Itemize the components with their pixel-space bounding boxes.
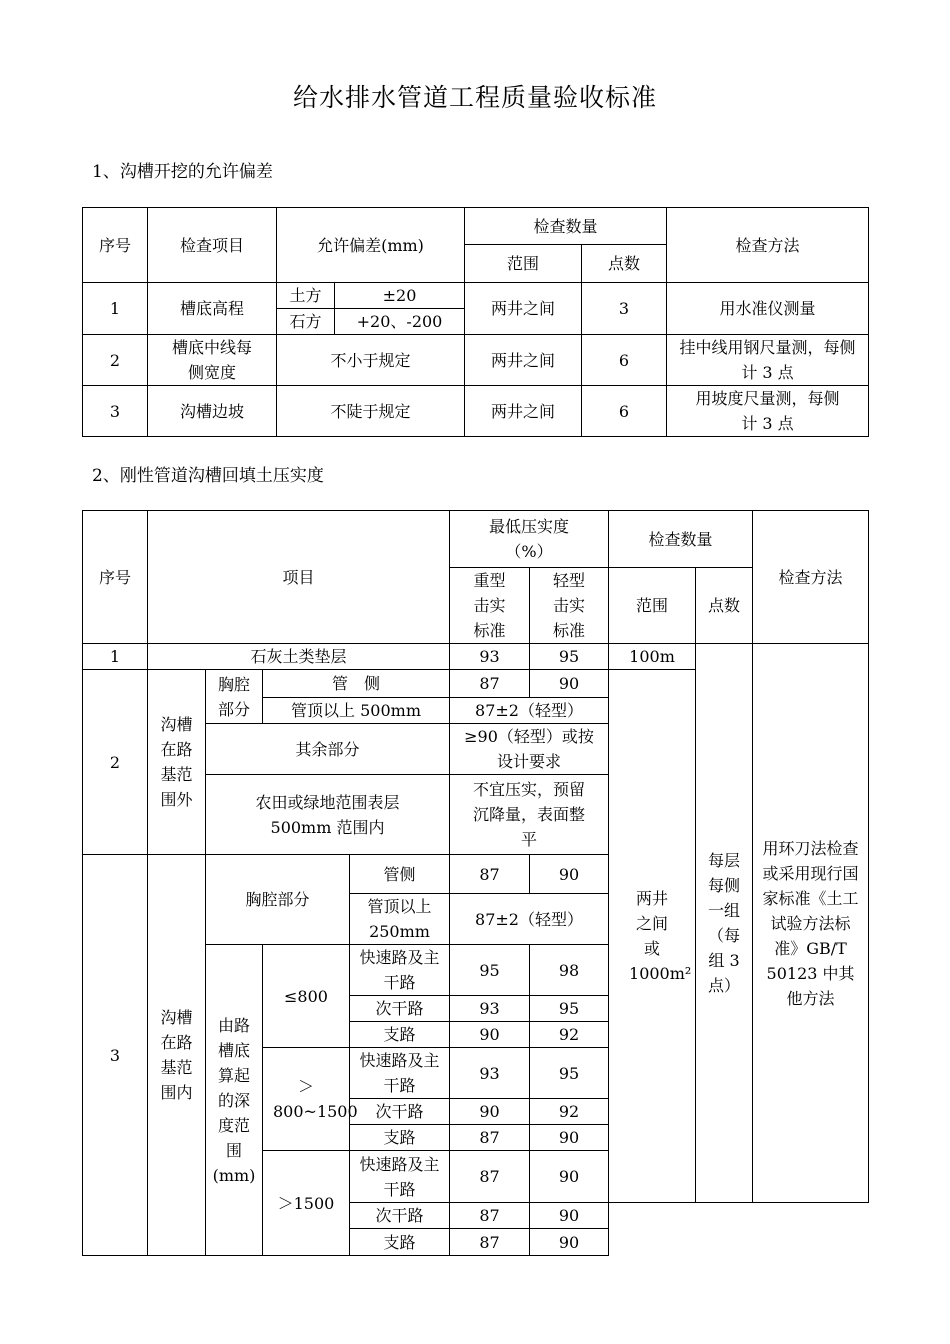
cell-chest: 胸腔部分 xyxy=(206,855,350,945)
cell-heavy: 87 xyxy=(450,1203,530,1229)
cell-deviation: 不小于规定 xyxy=(277,335,465,386)
trench-excavation-table xyxy=(82,207,869,437)
backfill-compaction-table xyxy=(82,510,869,1256)
cell-heavy: 93 xyxy=(450,1048,530,1099)
cell-range-merged: 两井之间或1000m² xyxy=(609,670,696,1203)
header-light: 轻型击实标准 xyxy=(530,568,609,644)
cell-value: 87±2（轻型） xyxy=(450,894,609,945)
cell-group: 沟槽在路基范围外 xyxy=(148,670,206,855)
cell-subitem: 管顶以上250mm xyxy=(350,894,450,945)
cell-item: 槽底高程 xyxy=(148,283,277,335)
cell-deviation: 不陡于规定 xyxy=(277,386,465,437)
cell-chest: 胸腔部分 xyxy=(206,670,263,724)
cell-method: 挂中线用钢尺量测，每侧计 3 点 xyxy=(667,335,869,386)
cell-range: 两井之间 xyxy=(465,386,582,437)
cell-depth-range: ＞800~1500 xyxy=(263,1048,350,1151)
cell-light: 90 xyxy=(530,855,609,894)
cell-sub-label: 石方 xyxy=(277,309,335,335)
header-qty: 检查数量 xyxy=(465,208,667,245)
cell-heavy: 93 xyxy=(450,644,530,670)
cell-subitem: 管侧 xyxy=(350,855,450,894)
cell-method: 用水准仪测量 xyxy=(667,283,869,335)
cell-range: 两井之间 xyxy=(465,335,582,386)
section-heading-1: 1、沟槽开挖的允许偏差 xyxy=(92,162,273,182)
cell-light: 98 xyxy=(530,945,609,996)
header-range: 范围 xyxy=(465,245,582,283)
cell-value: ≥90（轻型）或按设计要求 xyxy=(450,724,609,775)
cell-heavy: 90 xyxy=(450,1099,530,1125)
cell-light: 92 xyxy=(530,1022,609,1048)
cell-sub-value: ±20 xyxy=(335,283,465,309)
cell-light: 92 xyxy=(530,1099,609,1125)
cell-item: 沟槽边坡 xyxy=(148,386,277,437)
cell-light: 90 xyxy=(530,1125,609,1151)
cell-road: 快速路及主干路 xyxy=(350,945,450,996)
cell-depth-label: 由路槽底算起的深度范围(mm) xyxy=(206,945,263,1256)
header-deviation: 允许偏差(mm) xyxy=(277,208,465,283)
cell-range: 100m xyxy=(609,644,696,670)
cell-heavy: 87 xyxy=(450,1151,530,1203)
cell-road: 支路 xyxy=(350,1022,450,1048)
cell-seq: 3 xyxy=(83,386,148,437)
cell-subitem: 管 侧 xyxy=(263,670,450,698)
cell-method: 用坡度尺量测，每侧计 3 点 xyxy=(667,386,869,437)
header-heavy: 重型击实标准 xyxy=(450,568,530,644)
cell-item: 石灰土类垫层 xyxy=(148,644,450,670)
cell-road: 快速路及主干路 xyxy=(350,1151,450,1203)
cell-heavy: 87 xyxy=(450,1125,530,1151)
header-method: 检查方法 xyxy=(753,511,869,644)
cell-light: 90 xyxy=(530,1203,609,1229)
cell-points: 6 xyxy=(582,386,667,437)
cell-light: 90 xyxy=(530,1229,609,1256)
cell-seq: 3 xyxy=(83,855,148,1256)
cell-light: 90 xyxy=(530,670,609,698)
cell-range: 两井之间 xyxy=(465,283,582,335)
page-title: 给水排水管道工程质量验收标准 xyxy=(292,83,657,112)
cell-heavy: 93 xyxy=(450,996,530,1022)
cell-points: 3 xyxy=(582,283,667,335)
cell-sub-label: 土方 xyxy=(277,283,335,309)
cell-seq: 1 xyxy=(83,644,148,670)
cell-light: 95 xyxy=(530,1048,609,1099)
header-seq: 序号 xyxy=(83,511,148,644)
header-range: 范围 xyxy=(609,568,696,644)
cell-item: 槽底中线每侧宽度 xyxy=(148,335,277,386)
cell-seq: 2 xyxy=(83,670,148,855)
cell-depth-range: ≤800 xyxy=(263,945,350,1048)
cell-heavy: 90 xyxy=(450,1022,530,1048)
header-points: 点数 xyxy=(582,245,667,283)
cell-light: 90 xyxy=(530,1151,609,1203)
cell-road: 次干路 xyxy=(350,996,450,1022)
cell-light: 95 xyxy=(530,996,609,1022)
cell-value: 不宜压实，预留沉降量，表面整平 xyxy=(450,775,609,855)
cell-road: 支路 xyxy=(350,1125,450,1151)
cell-subitem: 其余部分 xyxy=(206,724,450,775)
cell-points-merged: 每层每侧一组（每组 3 点） xyxy=(696,644,753,1203)
header-min-compaction: 最低压实度（%） xyxy=(450,511,609,568)
section-heading-2: 2、刚性管道沟槽回填土压实度 xyxy=(92,466,324,486)
cell-value: 87±2（轻型） xyxy=(450,698,609,724)
cell-heavy: 87 xyxy=(450,855,530,894)
cell-seq: 1 xyxy=(83,283,148,335)
header-seq: 序号 xyxy=(83,208,148,283)
cell-sub-value: +20、-200 xyxy=(335,309,465,335)
header-item: 项目 xyxy=(148,511,450,644)
header-qty: 检查数量 xyxy=(609,511,753,568)
cell-subitem: 农田或绿地范围表层500mm 范围内 xyxy=(206,775,450,855)
cell-group: 沟槽在路基范围内 xyxy=(148,855,206,1256)
cell-road: 次干路 xyxy=(350,1203,450,1229)
cell-depth-range: ＞1500 xyxy=(263,1151,350,1256)
header-item: 检查项目 xyxy=(148,208,277,283)
cell-subitem: 管顶以上 500mm xyxy=(263,698,450,724)
cell-road: 支路 xyxy=(350,1229,450,1256)
cell-heavy: 95 xyxy=(450,945,530,996)
header-method: 检查方法 xyxy=(667,208,869,283)
cell-heavy: 87 xyxy=(450,670,530,698)
cell-road: 次干路 xyxy=(350,1099,450,1125)
cell-road: 快速路及主干路 xyxy=(350,1048,450,1099)
cell-method-merged: 用环刀法检查或采用现行国家标准《土工试验方法标准》GB/T 50123 中其他方法 xyxy=(753,644,869,1203)
header-points: 点数 xyxy=(696,568,753,644)
cell-light: 95 xyxy=(530,644,609,670)
cell-seq: 2 xyxy=(83,335,148,386)
cell-points: 6 xyxy=(582,335,667,386)
cell-heavy: 87 xyxy=(450,1229,530,1256)
